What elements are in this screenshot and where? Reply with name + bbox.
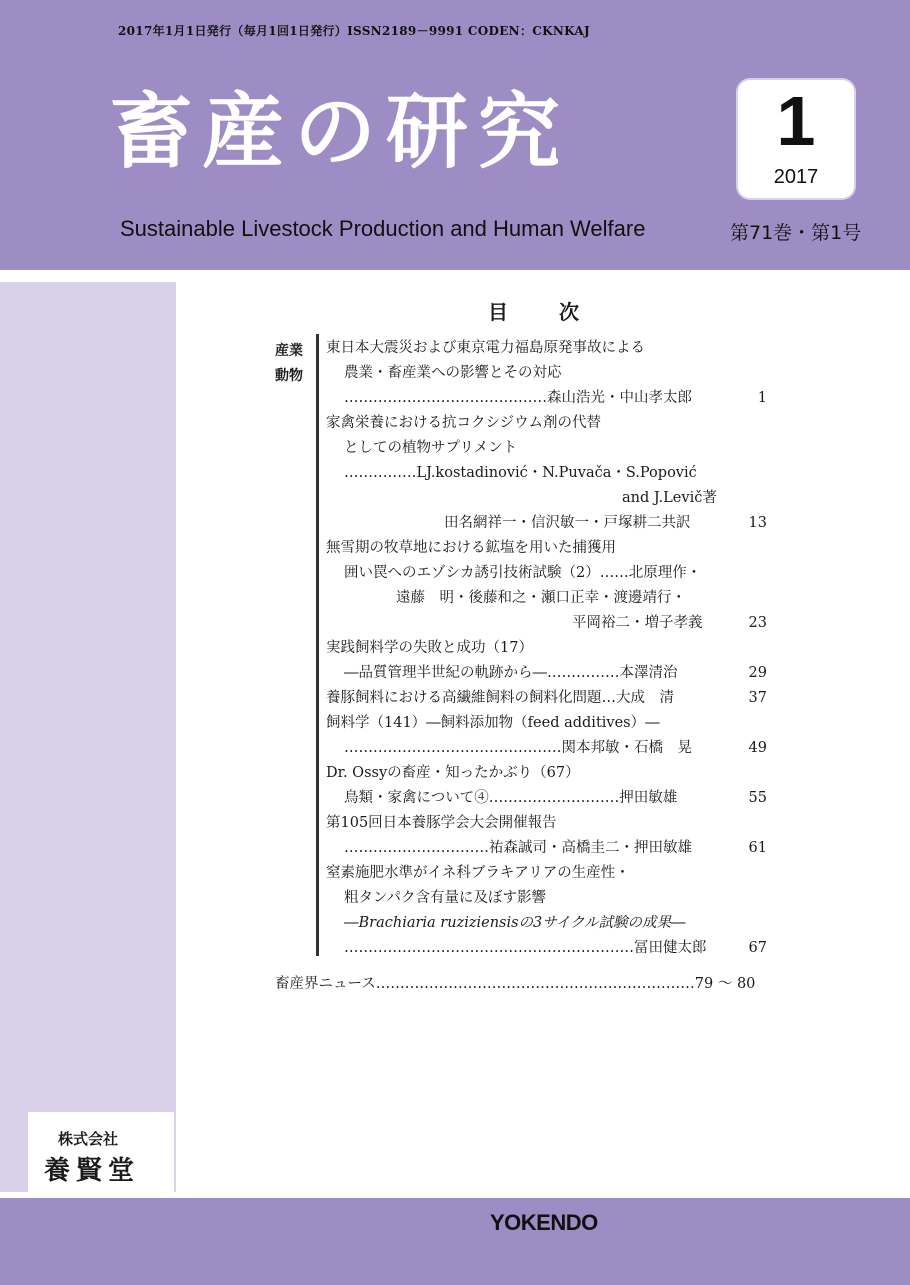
page-number: 29 xyxy=(748,665,767,681)
toc-line: 囲い罠へのエゾシカ誘引技術試験（2）……北原理作・ xyxy=(344,565,702,581)
publisher-name: 養賢堂 xyxy=(44,1156,141,1186)
publisher-logo: YOKENDO xyxy=(490,1210,598,1235)
category-label: 産業 xyxy=(275,343,303,359)
toc-line: 平岡裕二・増子孝義 xyxy=(572,615,703,631)
toc-line: としての植物サプリメント xyxy=(344,440,518,456)
page-number: 61 xyxy=(748,840,767,856)
toc-line: and J.Levič著 xyxy=(622,490,717,506)
issue-year: 2017 xyxy=(773,166,819,188)
page-number: 13 xyxy=(748,515,767,531)
section-divider xyxy=(316,334,319,956)
toc-line: 粗タンパク含有量に及ぼす影響 xyxy=(344,890,546,906)
toc-line: …………………………祐森誠司・高橋圭二・押田敏雄 xyxy=(344,840,692,856)
page-number: 55 xyxy=(748,790,767,806)
toc-line: 田名網祥一・信沢敏一・戸塚耕二共訳 xyxy=(444,515,691,531)
page-number: 67 xyxy=(748,940,767,956)
toc-heading: 目 次 xyxy=(488,300,601,324)
toc-line: ―品質管理半世紀の軌跡から―……………本澤清治 xyxy=(344,665,678,681)
toc-line: 鳥類・家禽について④………………………押田敏雄 xyxy=(344,790,678,806)
publication-info: 2017年1月1日発行（毎月1回1日発行）ISSN2189－9991 CODEN：CKNKAJ xyxy=(118,24,590,38)
issue-box xyxy=(738,80,854,198)
page-number: 1 xyxy=(757,390,767,406)
toc-line: 実践飼料学の失敗と成功（17） xyxy=(326,640,533,656)
toc-line: 家禽栄養における抗コクシジウム剤の代替 xyxy=(326,415,601,431)
category-label: 動物 xyxy=(275,368,303,384)
page-number: 37 xyxy=(748,690,767,706)
volume-label: 第71巻・第1号 xyxy=(730,222,862,244)
toc-line: 飼料学（141）―飼料添加物（feed additives）― xyxy=(326,715,660,731)
journal-subtitle: Sustainable Livestock Production and Human Welfare xyxy=(120,216,646,241)
toc-line: 窒素施肥水準がイネ科ブラキアリアの生産性・ xyxy=(326,865,630,881)
news-entry: 畜産界ニュース…………………………………………………………79 ～ 80 xyxy=(275,976,756,992)
toc-line: Dr. Ossyの畜産・知ったかぶり（67） xyxy=(326,765,580,781)
toc-line: 養豚飼料における高繊維飼料の飼料化問題…大成 清 xyxy=(326,690,674,706)
toc-line: ―Brachiaria ruziziensisの3サイクル試験の成果― xyxy=(344,915,686,931)
issue-number: 1 xyxy=(776,82,816,160)
page-number: 49 xyxy=(748,740,767,756)
journal-title: 畜産の研究 xyxy=(110,85,571,180)
toc-line: ……………LJ.kostadinović・N.Puvača・S.Popović xyxy=(344,465,697,481)
toc-line: ……………………………………………………冨田健太郎 xyxy=(344,940,707,956)
toc-line: ……………………………………森山浩光・中山孝太郎 xyxy=(344,390,692,406)
page-number: 23 xyxy=(748,615,767,631)
toc-line: ………………………………………関本邦敏・石橋 晃 xyxy=(344,740,692,756)
toc-line: 第105回日本養豚学会大会開催報告 xyxy=(326,815,557,831)
cover-footer-band xyxy=(0,1198,910,1285)
sidebar-band xyxy=(0,282,176,1192)
toc-line: 農業・畜産業への影響とその対応 xyxy=(344,365,562,381)
publisher-company: 株式会社 xyxy=(58,1130,119,1148)
toc-line: 遠藤 明・後藤和之・瀬口正幸・渡邊靖行・ xyxy=(396,590,686,606)
toc-line: 東日本大震災および東京電力福島原発事故による xyxy=(326,340,645,356)
toc-line: 無雪期の牧草地における鉱塩を用いた捕獲用 xyxy=(326,540,616,556)
